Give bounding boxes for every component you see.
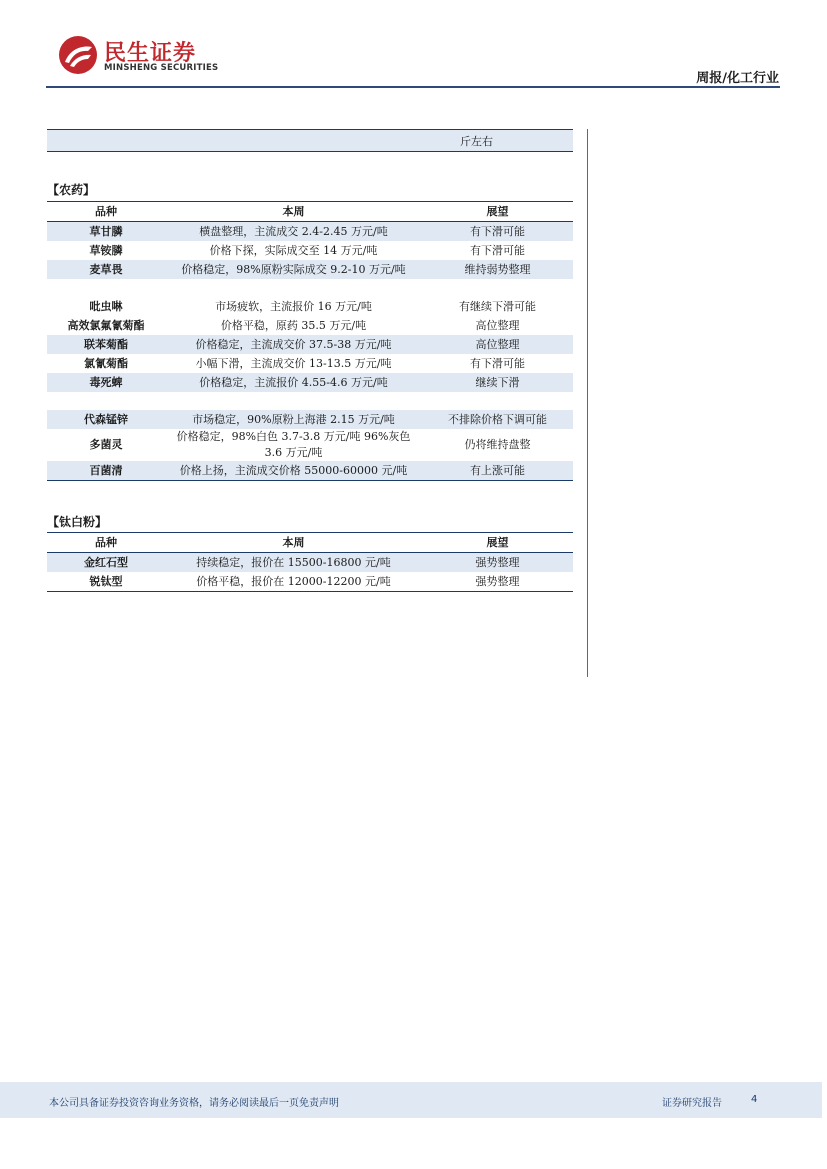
outlook-cell: 强势整理	[422, 572, 573, 592]
variety-cell: 百菌清	[47, 461, 165, 481]
variety-cell: 毒死蜱	[47, 373, 165, 392]
header-outlook: 展望	[422, 202, 573, 222]
week-cell: 横盘整理，主流成交 2.4-2.45 万元/吨	[165, 222, 422, 242]
week-cell: 持续稳定，报价在 15500-16800 元/吨	[165, 553, 422, 573]
week-cell: 价格稳定，主流成交价 37.5-38 万元/吨	[165, 335, 422, 354]
outlook-cell: 仍将维持盘整	[464, 438, 531, 451]
week-cell: 市场稳定，90%原粉上海港 2.15 万元/吨	[165, 410, 422, 429]
table-row	[47, 241, 573, 260]
outlook-cell: 有上涨可能	[422, 461, 573, 481]
column-divider	[587, 129, 588, 677]
table-row	[47, 260, 573, 279]
table-header-row	[47, 202, 573, 222]
variety-cell: 金红石型	[47, 553, 165, 573]
table-row	[47, 373, 573, 392]
outlook-cell: 有下滑可能	[470, 357, 525, 370]
header-week: 本周	[165, 202, 422, 222]
table-row	[47, 553, 573, 573]
header-variety: 品种	[47, 202, 165, 222]
variety-cell: 联苯菊酯	[47, 335, 165, 354]
header-outlook: 展望	[422, 533, 573, 553]
variety-cell: 高效氯氟氰菊酯	[67, 319, 145, 332]
page-footer	[0, 1082, 822, 1118]
week-cell: 市场疲软，主流报价 16 万元/吨	[215, 300, 372, 313]
page-header	[0, 0, 827, 90]
week-cell: 价格平稳，报价在 12000-12200 元/吨	[165, 572, 422, 592]
variety-cell: 氯氰菊酯	[84, 357, 128, 370]
table-row	[47, 335, 573, 354]
group-spacer	[47, 279, 573, 297]
outlook-cell: 有继续下滑可能	[459, 300, 536, 313]
page-number: 4	[751, 1094, 758, 1105]
continued-table-row	[47, 129, 573, 152]
pesticide-section-title: 【农药】	[47, 183, 96, 197]
titanium-section-title: 【钛白粉】	[47, 515, 108, 529]
variety-cell: 麦草畏	[47, 260, 165, 279]
week-cell: 价格稳定，主流报价 4.55-4.6 万元/吨	[165, 373, 422, 392]
table-row	[47, 572, 573, 592]
report-type: 周报/化工行业	[696, 71, 779, 86]
week-cell: 价格上扬，主流成交价格 55000-60000 元/吨	[165, 461, 422, 481]
footer-disclaimer: 本公司具备证券投资咨询业务资格，请务必阅读最后一页免责声明	[49, 1098, 339, 1109]
minsheng-logo-icon	[58, 35, 98, 75]
outlook-cell: 高位整理	[475, 319, 520, 332]
week-cell: 价格下探，实际成交至 14 万元/吨	[209, 244, 378, 257]
table-row	[47, 461, 573, 481]
outlook-cell: 继续下滑	[422, 373, 573, 392]
table-row	[47, 316, 573, 335]
header-divider	[46, 86, 780, 88]
continued-cell: 斤左右	[460, 135, 493, 148]
variety-cell: 多菌灵	[89, 438, 123, 451]
week-cell: 价格平稳，原药 35.5 万元/吨	[220, 319, 367, 332]
week-cell: 小幅下滑，主流成交价 13-13.5 万元/吨	[195, 357, 392, 370]
logo-chinese-name: 民生证券	[104, 41, 197, 66]
outlook-cell: 不排除价格下调可能	[422, 410, 573, 429]
outlook-cell: 强势整理	[422, 553, 573, 573]
table-row	[47, 429, 573, 461]
table-row	[47, 222, 573, 242]
logo-english-name: MINSHENG SECURITIES	[104, 63, 219, 73]
week-cell: 价格稳定，98%原粉实际成交 9.2-10 万元/吨	[165, 260, 422, 279]
variety-cell: 吡虫啉	[89, 300, 123, 313]
variety-cell: 锐钛型	[47, 572, 165, 592]
outlook-cell: 高位整理	[422, 335, 573, 354]
week-cell: 价格稳定，98%白色 3.7-3.8 万元/吨 96%灰色 3.6 万元/吨	[176, 430, 411, 459]
variety-cell: 草甘膦	[47, 222, 165, 242]
footer-label: 证券研究报告	[662, 1098, 722, 1109]
header-variety: 品种	[47, 533, 165, 553]
pesticide-table	[47, 201, 573, 481]
table-row	[47, 410, 573, 429]
variety-cell: 草铵膦	[89, 244, 123, 257]
group-spacer	[47, 392, 573, 410]
table-header-row	[47, 533, 573, 553]
variety-cell: 代森锰锌	[47, 410, 165, 429]
table-row	[47, 354, 573, 373]
outlook-cell: 有下滑可能	[470, 244, 525, 257]
outlook-cell: 有下滑可能	[422, 222, 573, 242]
table-row	[47, 297, 573, 316]
titanium-table	[47, 532, 573, 592]
outlook-cell: 维持弱势整理	[422, 260, 573, 279]
header-week: 本周	[165, 533, 422, 553]
